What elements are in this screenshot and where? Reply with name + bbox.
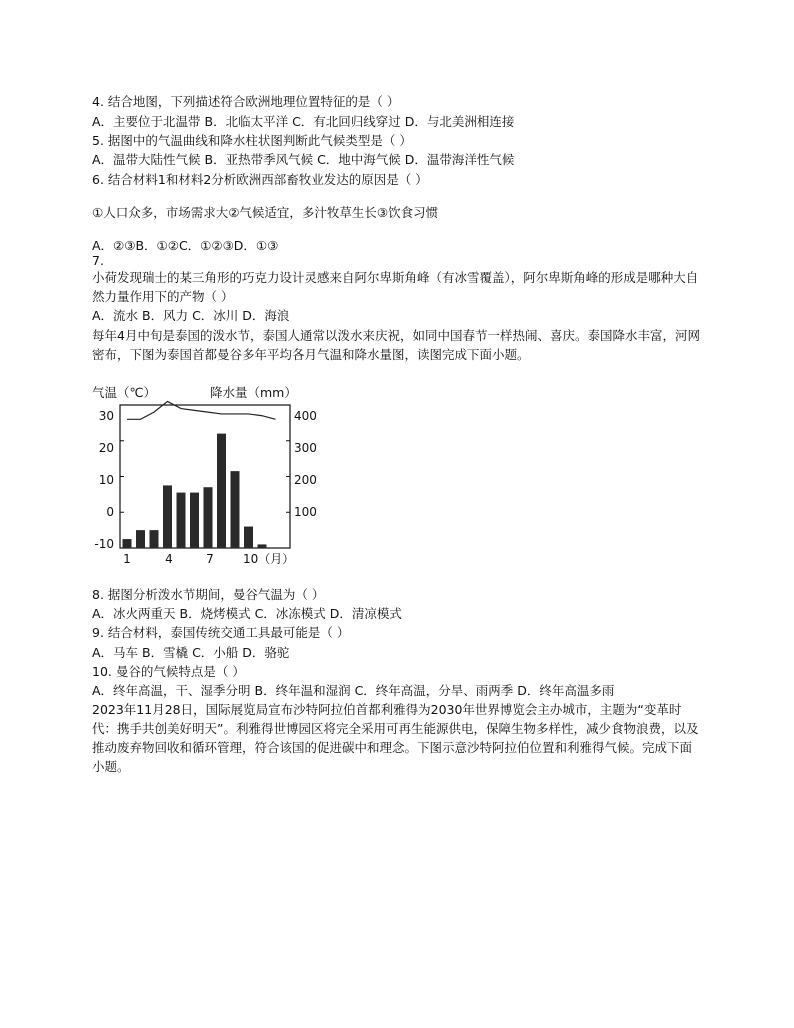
precip-bar-month-10 bbox=[244, 527, 253, 548]
precip-bar-month-6 bbox=[190, 493, 199, 548]
x-tick-10: 10（月） bbox=[243, 552, 295, 566]
x-tick-4: 4 bbox=[165, 552, 173, 566]
precip-bar-month-5 bbox=[177, 493, 186, 548]
q7-number: 7. bbox=[92, 253, 104, 268]
chart-title-right: 降水量（mm） bbox=[210, 385, 297, 400]
x-tick-1: 1 bbox=[123, 552, 131, 566]
q10-options: A．终年高温，干、湿季分明 B．终年温和湿润 C．终年高温，分旱、雨两季 D．终年高温多雨 bbox=[92, 683, 615, 698]
q4-options: A．主要位于北温带 B．北临太平洋 C．有北回归线穿过 D．与北美洲相连接 bbox=[92, 114, 515, 129]
q5-stem: 5. 据图中的气温曲线和降水柱状图判断此气候类型是（ ） bbox=[92, 133, 412, 148]
left-tick-0: 0 bbox=[106, 505, 114, 519]
q8-options: A．冰火两重天 B．烧烤模式 C．冰冻模式 D．清凉模式 bbox=[92, 606, 402, 621]
right-tick-200: 200 bbox=[294, 473, 317, 487]
right-tick-400: 400 bbox=[294, 409, 317, 423]
chart-title-left: 气温（℃） bbox=[92, 385, 157, 400]
precip-bar-month-8 bbox=[217, 434, 226, 548]
q6-statements: ①人口众多，市场需求大②气候适宜，多汁牧草生长③饮食习惯 bbox=[92, 205, 439, 220]
precip-bar-month-2 bbox=[136, 530, 145, 548]
bangkok-climate-chart bbox=[90, 382, 320, 568]
q8-stem: 8. 据图分析泼水节期间，曼谷气温为（ ） bbox=[92, 587, 325, 602]
precip-bar-month-4 bbox=[163, 485, 172, 548]
q4-stem: 4. 结合地图，下列描述符合欧洲地理位置特征的是（ ） bbox=[92, 94, 400, 109]
q7-stem: 小荷发现瑞士的某三角形的巧克力设计灵感来自阿尔卑斯角峰（有冰雪覆盖），阿尔卑斯角峰的形成是哪种大自然力量作用下的产物（ ） bbox=[92, 270, 699, 304]
material-thailand: 每年4月中旬是泰国的泼水节，泰国人通常以泼水来庆祝，如同中国春节一样热闹、喜庆。泰国降水丰富，河网密布，下图为泰国首都曼谷多年平均各月气温和降水量图，读图完成下面小题。 bbox=[92, 328, 700, 362]
right-tick-300: 300 bbox=[294, 441, 317, 455]
q6-stem: 6. 结合材料1和材料2分析欧洲西部畜牧业发达的原因是（ ） bbox=[92, 172, 428, 187]
left-tick-10: 10 bbox=[98, 473, 114, 487]
precip-bar-month-1 bbox=[123, 539, 132, 548]
q5-options: A．温带大陆性气候 B．亚热带季风气候 C．地中海气候 D．温带海洋性气候 bbox=[92, 152, 515, 167]
left-tick-minus10: -10 bbox=[94, 537, 114, 551]
precip-bar-month-3 bbox=[150, 530, 159, 548]
q7-options: A．流水 B．风力 C．冰川 D．海浪 bbox=[92, 308, 290, 323]
temperature-line bbox=[127, 401, 276, 419]
left-tick-30: 30 bbox=[98, 409, 114, 423]
left-tick-20: 20 bbox=[98, 441, 114, 455]
precip-bar-month-9 bbox=[231, 471, 240, 548]
precip-bar-month-11 bbox=[258, 544, 267, 548]
q6-options: A．②③B．①②C．①②③D．①③ bbox=[92, 238, 279, 253]
q10-stem: 10. 曼谷的气候特点是（ ） bbox=[92, 664, 245, 679]
q9-options: A．马车 B．雪橇 C．小船 D．骆驼 bbox=[92, 645, 290, 660]
precip-bar-month-7 bbox=[204, 487, 213, 548]
right-tick-100: 100 bbox=[294, 505, 317, 519]
q9-stem: 9. 结合材料，泰国传统交通工具最可能是（ ） bbox=[92, 625, 350, 640]
material-riyadh: 2023年11月28日，国际展览局宣布沙特阿拉伯首都利雅得为2030年世界博览会主办城市，主题为“变革时代：携手共创美好明天”。利雅得世博园区将完全采用可再生能源供电，保障生物多样性，减少食物浪费，以及推动废弃物回收和循环管理，符合该国的促进碳中和理念。下图示意沙特阿拉伯位置和利雅得气候。完成下面小题。 bbox=[92, 702, 699, 774]
x-tick-7: 7 bbox=[206, 552, 214, 566]
